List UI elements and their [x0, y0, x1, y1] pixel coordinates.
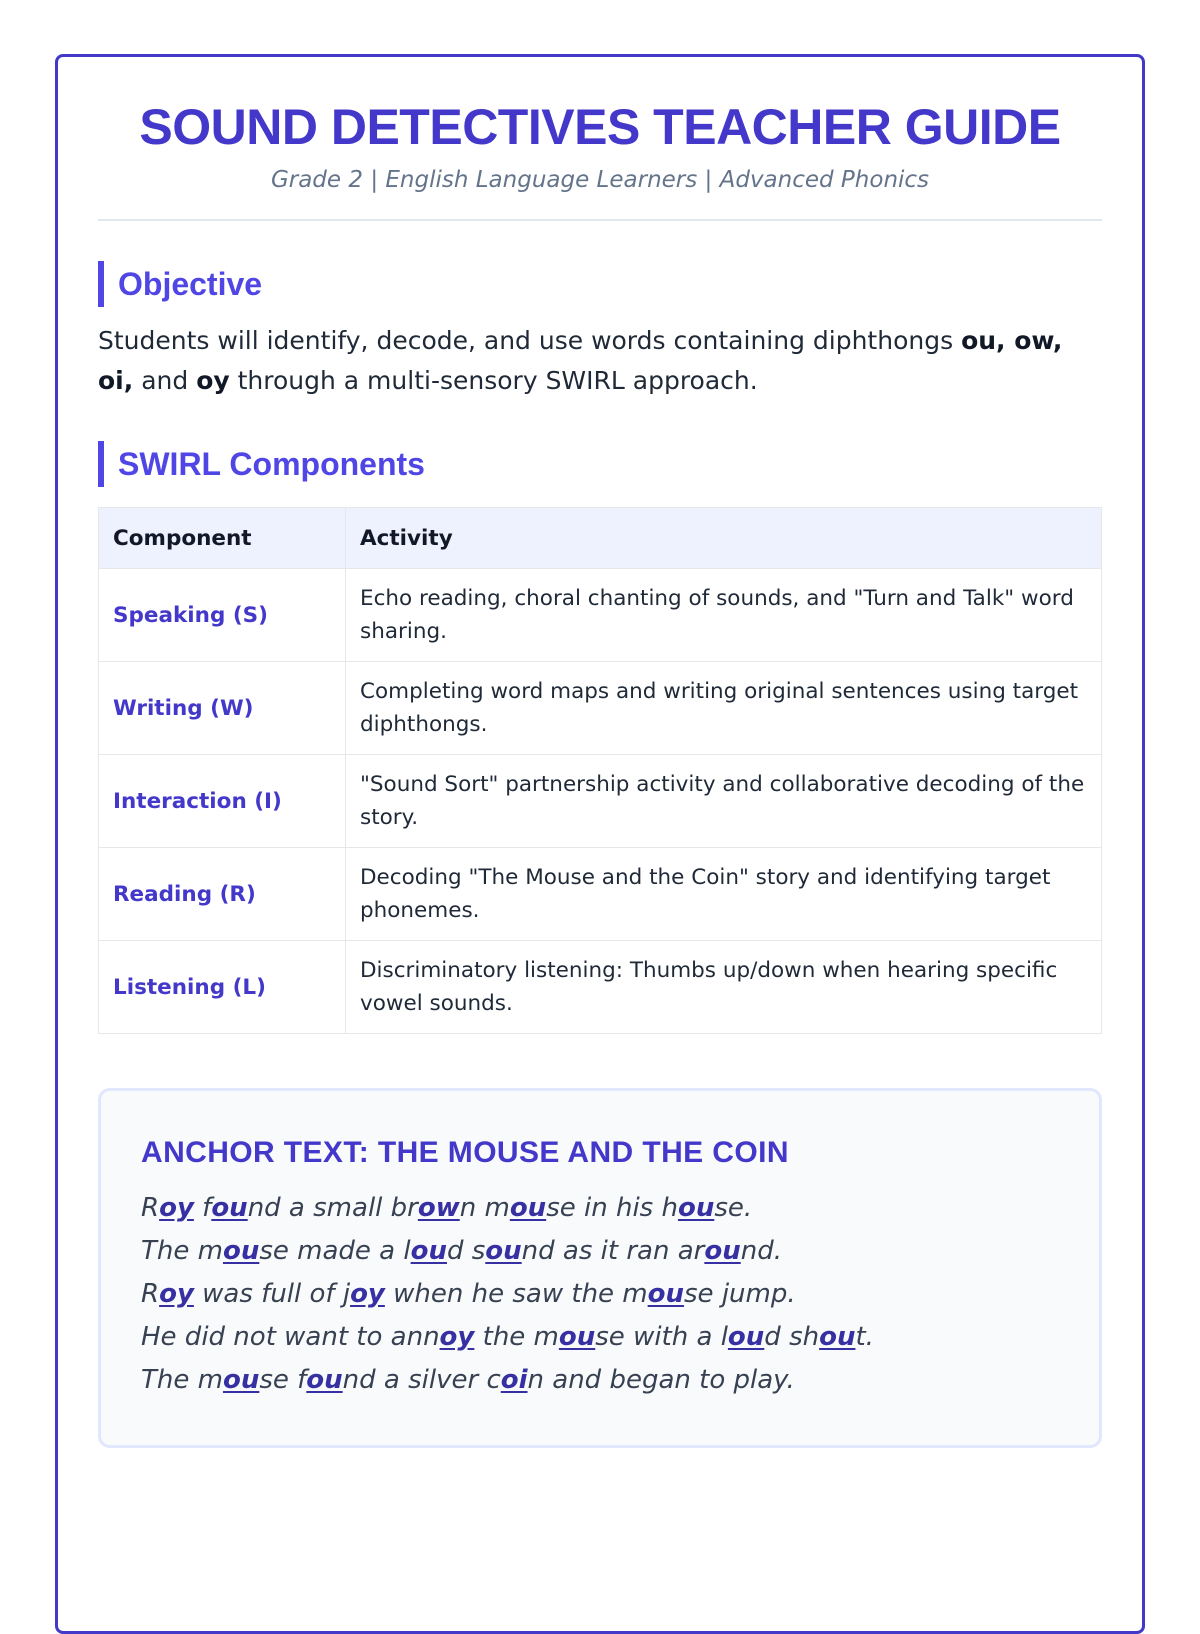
guide-card [55, 54, 1145, 1634]
story-line [141, 1230, 1059, 1273]
story-text: se f [259, 1365, 307, 1395]
story-text: nd a small br [247, 1193, 418, 1223]
table-row [99, 941, 1102, 1034]
story-text: He did not want to ann [141, 1322, 440, 1352]
story-text: n m [459, 1193, 510, 1223]
diphthong-highlight: ou [509, 1193, 547, 1223]
diphthong-highlight: ou [222, 1365, 260, 1395]
diphthong-highlight: ou [306, 1365, 343, 1395]
page-title: SOUND DETECTIVES TEACHER GUIDE [139, 99, 1061, 155]
table-row [99, 569, 1102, 662]
swirl-heading: SWIRL Components [98, 441, 1102, 487]
objective-heading: Objective [98, 261, 1102, 307]
activity-cell: "Sound Sort" partnership activity and collaborative decoding of the story. [346, 755, 1102, 848]
story-text: nd as it ran ar [521, 1236, 705, 1266]
diphthong-highlight: ou [647, 1279, 685, 1309]
anchor-text-title: ANCHOR TEXT: THE MOUSE AND THE COIN [141, 1136, 789, 1169]
component-cell: Listening (L) [99, 941, 346, 1034]
story-text: R [141, 1279, 160, 1309]
diphthong-highlight: ou [704, 1236, 741, 1266]
diphthong-highlight: ou [677, 1193, 715, 1223]
story-text: The m [141, 1365, 223, 1395]
component-cell: Reading (R) [99, 848, 346, 941]
story-text: R [141, 1193, 160, 1223]
activity-cell: Echo reading, choral chanting of sounds, and "Turn and Talk" word sharing. [346, 569, 1102, 662]
diphthong-highlight: ow [417, 1193, 460, 1223]
objective-text-after: through a multi-sensory SWIRL approach. [229, 366, 758, 395]
story-text: nd a silver c [342, 1365, 501, 1395]
story-text: n and began to play. [527, 1365, 795, 1395]
component-cell: Interaction (I) [99, 755, 346, 848]
activity-cell: Decoding "The Mouse and the Coin" story and identifying target phonemes. [346, 848, 1102, 941]
anchor-story [141, 1187, 1059, 1402]
diphthong-highlight: ou [819, 1322, 856, 1352]
diphthong-highlight: oy [439, 1322, 475, 1352]
anchor-text-box [98, 1088, 1102, 1448]
story-text: when he saw the m [384, 1279, 648, 1309]
story-text: se jump. [684, 1279, 796, 1309]
story-text: The m [141, 1236, 223, 1266]
story-line [141, 1316, 1059, 1359]
diphthong-highlight: ou [410, 1236, 447, 1266]
component-cell: Writing (W) [99, 662, 346, 755]
diphthong-highlight: oi [500, 1365, 528, 1395]
story-text: nd. [740, 1236, 782, 1266]
diphthong-highlight: oy [350, 1279, 385, 1309]
component-cell: Speaking (S) [99, 569, 346, 662]
table-row [99, 662, 1102, 755]
diphthong-highlight: ou [727, 1322, 765, 1352]
story-line [141, 1187, 1059, 1230]
objective-text [98, 321, 1102, 401]
diphthong-highlight: oy [159, 1279, 194, 1309]
story-line [141, 1273, 1059, 1316]
column-header-component: Component [99, 508, 346, 569]
guide-content [98, 57, 1102, 1448]
objective-diphthongs-1: ou, ow, oi, [98, 326, 1063, 395]
activity-cell: Completing word maps and writing original sentences using target diphthongs. [346, 662, 1102, 755]
diphthong-highlight: ou [558, 1322, 596, 1352]
table-header-row [99, 508, 1102, 569]
table-row [99, 848, 1102, 941]
diphthong-highlight: ou [485, 1236, 522, 1266]
story-text: t. [855, 1322, 874, 1352]
page-subtitle: Grade 2 | English Language Learners | Advanced Phonics [270, 167, 930, 193]
story-text: was full of j [193, 1279, 351, 1309]
objective-text-middle: and [133, 366, 197, 395]
story-text: the m [474, 1322, 559, 1352]
table-row [99, 755, 1102, 848]
diphthong-highlight: ou [222, 1236, 260, 1266]
story-text: se in his h [546, 1193, 678, 1223]
diphthong-highlight: ou [211, 1193, 248, 1223]
swirl-table [98, 507, 1102, 1034]
objective-text-before: Students will identify, decode, and use words containing diphthongs [98, 326, 962, 355]
diphthong-highlight: oy [159, 1193, 194, 1223]
story-text: se. [714, 1193, 753, 1223]
story-text: d s [446, 1236, 486, 1266]
story-text: se with a l [595, 1322, 728, 1352]
activity-cell: Discriminatory listening: Thumbs up/down when hearing specific vowel sounds. [346, 941, 1102, 1034]
story-text: f [193, 1193, 212, 1223]
story-line [141, 1359, 1059, 1402]
header-divider [98, 219, 1102, 221]
story-text: d sh [764, 1322, 820, 1352]
column-header-activity: Activity [346, 508, 1102, 569]
objective-diphthongs-2: oy [196, 366, 230, 395]
story-text: se made a l [259, 1236, 411, 1266]
